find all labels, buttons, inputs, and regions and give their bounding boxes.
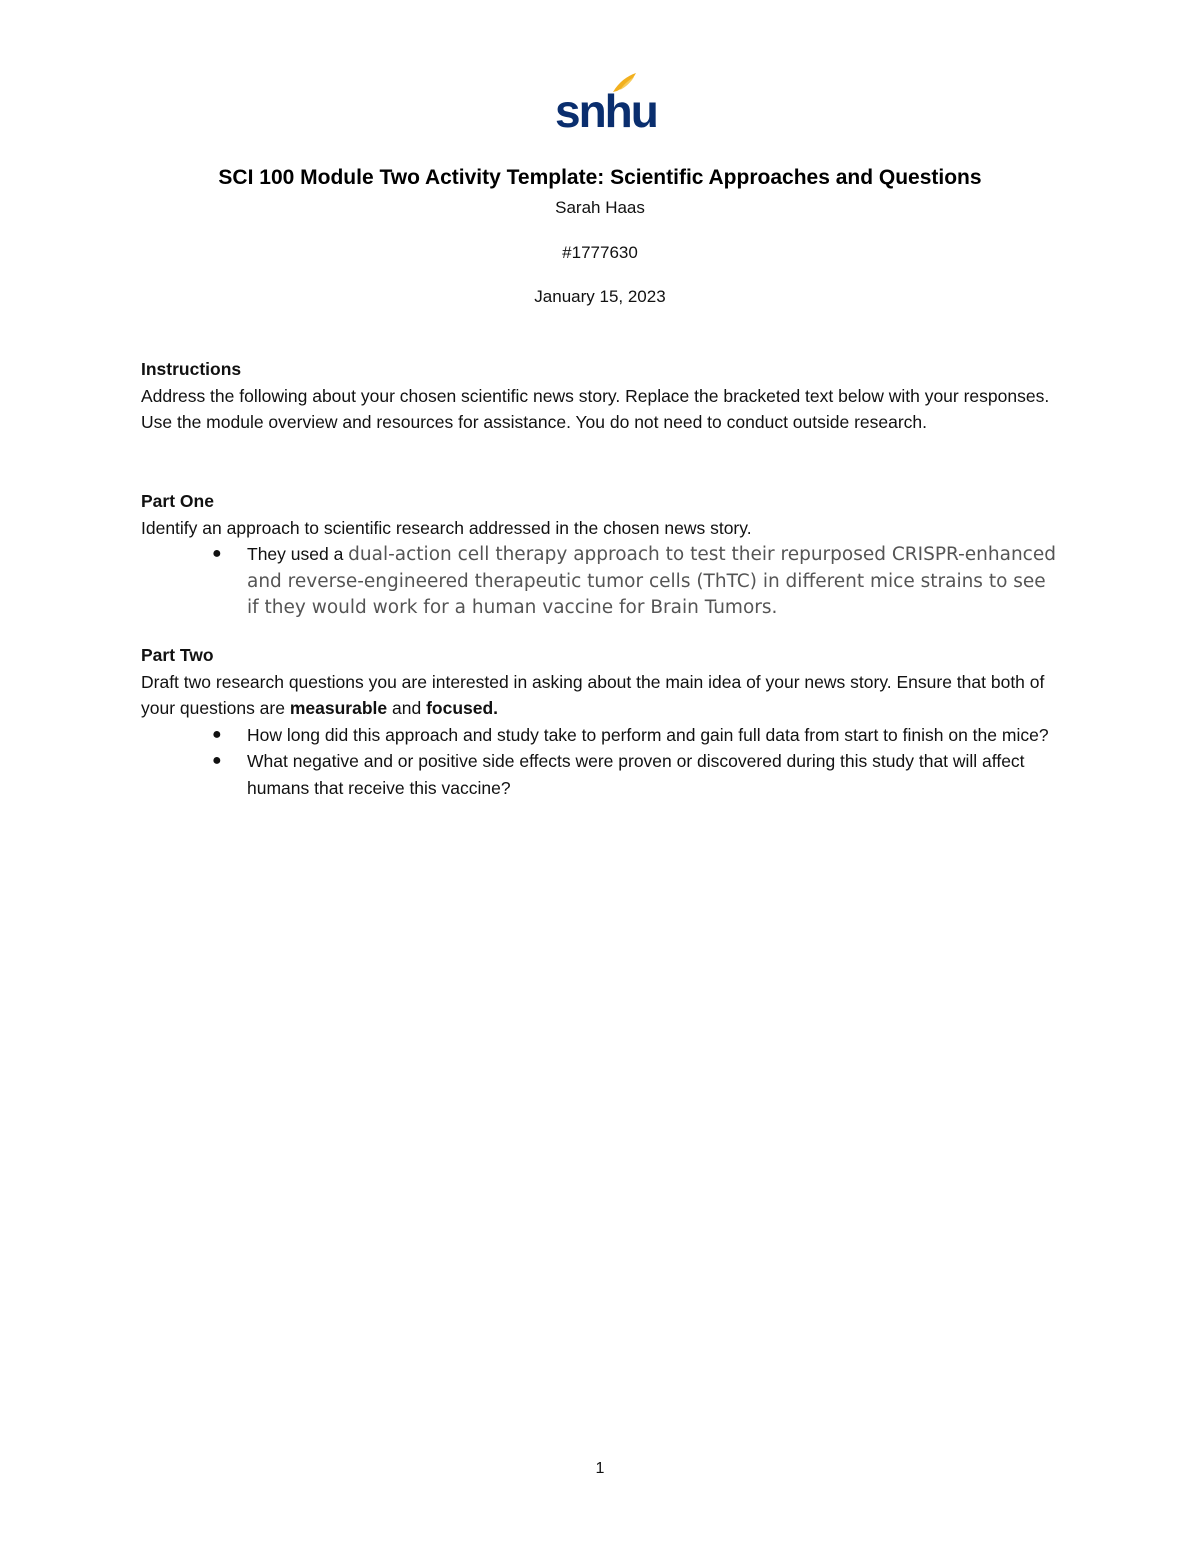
part-one-answers (141, 541, 1071, 621)
logo-wordmark: snhu (555, 85, 657, 137)
research-question-1: How long did this approach and study take to perform and gain full data from start to finish on the mice? (247, 724, 1049, 745)
answer-lead: They used a (247, 544, 349, 564)
research-question-2: What negative and or positive side effects were proven or discovered during this study that will affect humans that receive this vaccine? (247, 751, 1025, 798)
prompt-text-and: and (387, 698, 427, 718)
part-one-heading: Part One (141, 491, 214, 511)
part-one-prompt: Identify an approach to scientific research addressed in the chosen news story. (141, 517, 752, 538)
prompt-text: Draft two research questions you are interested in asking about the main idea of your news story. Ensure that both of your questions are (141, 671, 1045, 718)
instructions-section (141, 356, 1071, 436)
part-two-prompt (141, 669, 1071, 722)
part-two-answers (141, 722, 1071, 802)
document-date: January 15, 2023 (534, 287, 666, 306)
answer-body: dual-action cell therapy approach to test their repurposed CRISPR-enhanced and reverse-engineered therapeutic tumor cells (ThTC) in different mice strains to see if they would work for a human vaccine for Brain Tumors. (247, 544, 1056, 618)
list-item (141, 541, 1071, 621)
instructions-text: Address the following about your chosen scientific news story. Replace the bracketed text below with your responses. Use the module overview and resources for assistance. You do not need to conduct outside research. (141, 385, 1050, 432)
bullet-icon: ● (212, 545, 222, 562)
part-two-heading: Part Two (141, 645, 214, 665)
part-two-section (141, 642, 1071, 801)
snhu-logo (555, 72, 657, 137)
bullet-icon: ● (212, 752, 222, 769)
document-title: SCI 100 Module Two Activity Template: Scientific Approaches and Questions (218, 166, 982, 189)
list-item (141, 748, 1071, 801)
prompt-bold-measurable: measurable (289, 698, 388, 718)
instructions-heading: Instructions (141, 359, 242, 379)
page-number: 1 (595, 1460, 605, 1477)
list-item (141, 722, 1071, 749)
author-name: Sarah Haas (555, 198, 645, 217)
part-one-section (141, 488, 1071, 621)
prompt-bold-focused: focused. (426, 698, 499, 718)
student-id: #1777630 (562, 243, 638, 262)
bullet-icon: ● (212, 725, 222, 743)
